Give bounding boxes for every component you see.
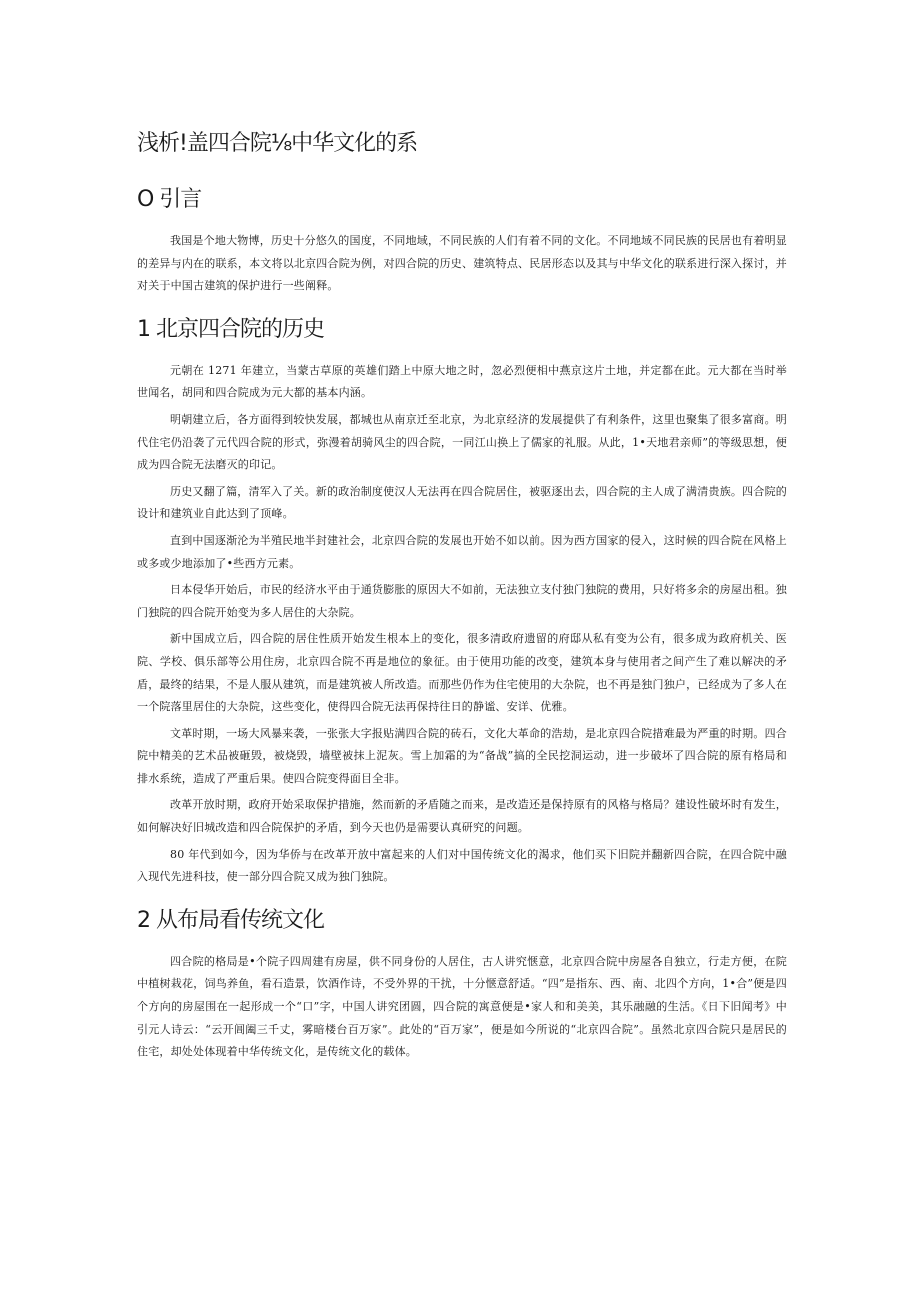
section-introduction — [137, 182, 787, 298]
section-heading: 1 北京四合院的历史 — [137, 316, 324, 342]
paragraph: 新中国成立后，四合院的居住性质开始发生根本上的变化，很多清政府遗留的府邸从私有变为公有，很多成为政府机关、医院、学校、俱乐部等公用住房，北京四合院不再是地位的象征。由于使用功能的改变，建筑本身与使用者之间产生了难以解决的矛盾，最终的结果，不是人服从建筑，而是建筑被人所改造。而那些仍作为住宅使用的大杂院，也不再是独门独户，已经成为了多人在一个院落里居住的大杂院，这些变化，使得四合院无法再保持往日的静谧、安详、优雅。 — [137, 632, 787, 714]
paragraph: 80 年代到如今，因为华侨与在改革开放中富起来的人们对中国传统文化的渴求，他们买下旧院并翻新四合院，在四合院中融入现代先进科技，使一部分四合院又成为独门独院。 — [137, 847, 787, 884]
paragraph: 直到中国逐渐沦为半殖民地半封建社会，北京四合院的发展也开始不如以前。因为西方国家的侵入，这时候的四合院在风格上或多或少地添加了•些西方元素。 — [137, 533, 787, 570]
section-heading: O 引言 — [137, 187, 202, 212]
section-body — [137, 360, 787, 889]
section-layout-culture — [137, 903, 787, 1064]
document-page — [137, 126, 787, 1068]
paragraph: 历史又翻了篇，清军入了关。新的政治制度使汉人无法再在四合院居住，被驱逐出去，四合院的主人成了满清贵族。四合院的设计和建筑业自此达到了顶峰。 — [137, 484, 787, 521]
section-heading: 2 从布局看传统文化 — [137, 907, 324, 933]
section-body — [137, 230, 787, 298]
paragraph: 元朝在 1271 年建立，当蒙古草原的英雄们踏上中原大地之时，忽必烈便相中燕京这片土地，并定都在此。元大都在当时举世闻名，胡同和四合院成为元大都的基本内涵。 — [137, 363, 787, 400]
paragraph: 我国是个地大物博，历史十分悠久的国度，不同地域，不同民族的人们有着不同的文化。不同地域不同民族的民居也有着明显的差异与内在的联系，本文将以北京四合院为例，对四合院的历史、建筑特点、民居形态以及其与中华文化的联系进行深入探讨，并对关于中国古建筑的保护进行一些阐释。 — [137, 234, 787, 293]
paragraph: 四合院的格局是•个院子四周建有房屋，供不同身份的人居住，古人讲究惬意，北京四合院中房屋各自独立，行走方便，在院中植树栽花，饲鸟养鱼，看石造景，饮酒作诗，不受外界的干扰，十分惬意舒适。“四”是指东、西、南、北四个方向，1•合”便是四个方向的房屋围在一起形成一个“口”字，中国人讲究团圆，四合院的寓意便是•家人和和美美，其乐融融的生活。《日下旧闻考》中引元人诗云：“云开阊阖三千丈，雾暗楼台百万家”。此处的“百万家”，便是如今所说的“北京四合院”。虽然北京四合院只是居民的住宅，却处处体现着中华传统文化，是传统文化的载体。 — [137, 954, 787, 1059]
paragraph: 文革时期，一场大风暴来袭，一张张大字报贴满四合院的砖石，文化大革命的浩劫，是北京四合院措难最为严重的时期。四合院中精美的艺术品被砸毁，被烧毁，墙壁被抹上泥灰。雪上加霜的为“备战”搞的全民挖洞运动，进一步破坏了四合院的原有格局和排水系统，造成了严重后果。使四合院变得面目全非。 — [137, 726, 787, 785]
paragraph: 改革开放时期，政府开始采取保护措施，然而新的矛盾随之而来，是改造还是保持原有的风格与格局？建设性破坏时有发生，如何解决好旧城改造和四合院保护的矛盾，到今天也仍是需要认真研究的问题。 — [137, 798, 787, 835]
document-title: 浅析!盖四合院⅛中华文化的系 — [137, 131, 418, 156]
paragraph: 日本侵华开始后，市民的经济水平由于通货膨胀的原因大不如前，无法独立支付独门独院的费用，只好将多余的房屋出租。独门独院的四合院开始变为多人居住的大杂院。 — [137, 583, 787, 619]
section-history — [137, 312, 787, 889]
paragraph: 明朝建立后，各方面得到较快发展，都城也从南京迁至北京，为北京经济的发展提供了有利条件，这里也聚集了很多富商。明代住宅仍沿袭了元代四合院的形式，弥漫着胡骑风尘的四合院，一同江山换上了儒家的礼服。从此，1•天地君亲师”的等级思想，便成为四合院无法磨灭的印记。 — [137, 412, 787, 472]
section-body — [137, 951, 787, 1064]
